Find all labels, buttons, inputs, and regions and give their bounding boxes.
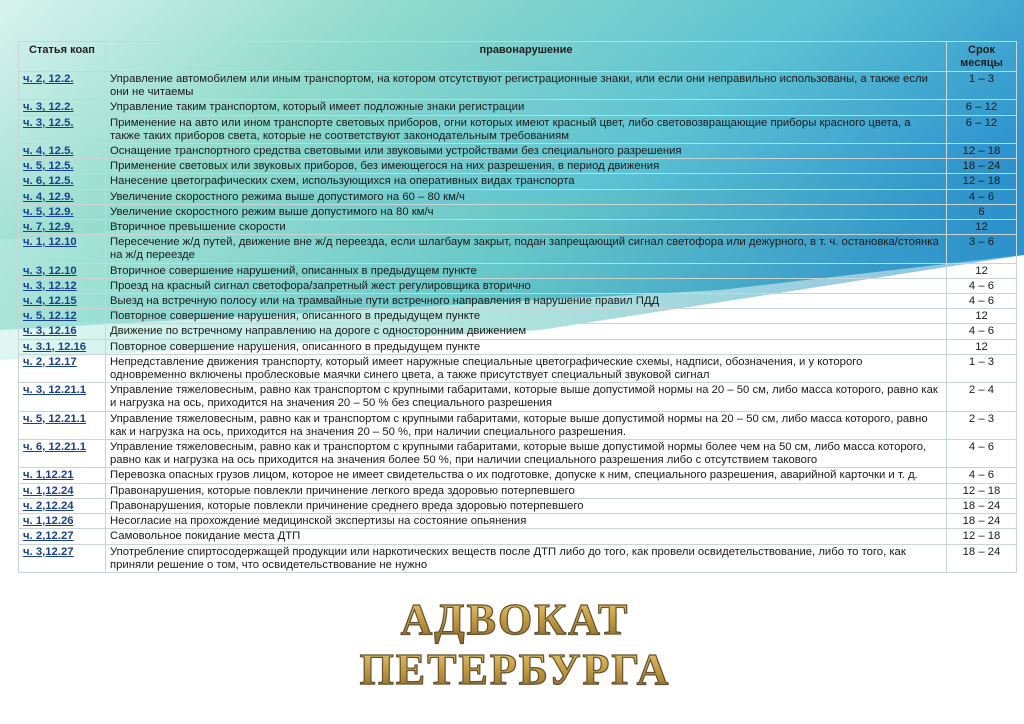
offense-text: Вторичное совершение нарушений, описанных в предыдущем пункте: [106, 263, 947, 278]
article-link[interactable]: ч. 5, 12.12: [19, 309, 106, 324]
term-value: 18 – 24: [947, 544, 1017, 572]
article-link[interactable]: ч. 3, 12.5.: [19, 115, 106, 143]
table-row: [19, 100, 1017, 115]
table-row: [19, 204, 1017, 219]
table-row: [19, 468, 1017, 483]
term-value: 6 – 12: [947, 115, 1017, 143]
article-link[interactable]: ч. 2, 12.2.: [19, 72, 106, 100]
term-value: 4 – 6: [947, 440, 1017, 468]
offense-text: Применение на авто или ином транспорте световых приборов, огни которых имеют красный цвет, либо световозвращающие приборы красного цвета, а также таких приборов света, которые не соответствуют законодательным требованиям: [106, 115, 947, 143]
table-row: [19, 324, 1017, 339]
term-value: 2 – 4: [947, 383, 1017, 411]
article-link[interactable]: ч. 4, 12.9.: [19, 189, 106, 204]
table-row: [19, 174, 1017, 189]
article-link[interactable]: ч. 6, 12.5.: [19, 174, 106, 189]
table-header-row: [19, 42, 1017, 72]
offense-text: Управление тяжеловесным, равно как и транспортом с крупными габаритами, которые выше допустимой нормы на 20 – 50 см, либо масса которого, равно как и нагрузка на ось, приходится на значения 20 – 50 %, при наличии специального разрешения.: [106, 411, 947, 439]
offense-text: Нанесение цветографических схем, использующихся на оперативных видах транспорта: [106, 174, 947, 189]
article-link[interactable]: ч. 5, 12.21.1: [19, 411, 106, 439]
term-value: 18 – 24: [947, 514, 1017, 529]
table-row: [19, 144, 1017, 159]
header-offense: правонарушение: [106, 42, 947, 72]
logo-line-1: АДВОКАТ: [400, 595, 630, 644]
table-row: [19, 115, 1017, 143]
article-link[interactable]: ч. 3.1, 12.16: [19, 339, 106, 354]
table-row: [19, 294, 1017, 309]
article-link[interactable]: ч. 1,12.26: [19, 514, 106, 529]
term-value: 3 – 6: [947, 235, 1017, 263]
term-value: 4 – 6: [947, 468, 1017, 483]
term-value: 12: [947, 220, 1017, 235]
offense-text: Оснащение транспортного средства световыми или звуковыми устройствами без специального разрешения: [106, 144, 947, 159]
term-value: 6: [947, 204, 1017, 219]
offense-text: Увеличение скоростного режим выше допустимого на 80 км/ч: [106, 204, 947, 219]
term-value: 4 – 6: [947, 189, 1017, 204]
offense-text: Правонарушения, которые повлекли причинение легкого вреда здоровью потерпевшего: [106, 483, 947, 498]
table-row: [19, 159, 1017, 174]
term-value: 18 – 24: [947, 498, 1017, 513]
table-row: [19, 72, 1017, 100]
table-row: [19, 354, 1017, 382]
table-row: [19, 483, 1017, 498]
table-row: [19, 220, 1017, 235]
offense-text: Выезд на встречную полосу или на трамвайные пути встречного направления в нарушение правил ПДД: [106, 294, 947, 309]
offense-table-wrapper: [18, 41, 1017, 573]
table-row: [19, 278, 1017, 293]
article-link[interactable]: ч. 1,12.21: [19, 468, 106, 483]
offense-text: Увеличение скоростного режима выше допустимого на 60 – 80 км/ч: [106, 189, 947, 204]
offense-text: Вторичное превышение скорости: [106, 220, 947, 235]
offense-text: Пересечение ж/д путей, движение вне ж/д переезда, если шлагбаум закрыт, подан запрещающий сигнал светофора или дежурного, в т. ч. остановка/стоянка на ж/д переезде: [106, 235, 947, 263]
article-link[interactable]: ч. 1,12.24: [19, 483, 106, 498]
term-value: 4 – 6: [947, 324, 1017, 339]
term-value: 1 – 3: [947, 354, 1017, 382]
term-value: 12 – 18: [947, 529, 1017, 544]
offense-text: Несогласие на прохождение медицинской экспертизы на состояние опьянения: [106, 514, 947, 529]
offense-table: [18, 41, 1017, 573]
article-link[interactable]: ч. 3, 12.10: [19, 263, 106, 278]
article-link[interactable]: ч. 2,12.27: [19, 529, 106, 544]
term-value: 2 – 3: [947, 411, 1017, 439]
term-value: 12: [947, 339, 1017, 354]
offense-text: Повторное совершение нарушения, описанного в предыдущем пункте: [106, 309, 947, 324]
term-value: 1 – 3: [947, 72, 1017, 100]
term-value: 4 – 6: [947, 294, 1017, 309]
table-row: [19, 383, 1017, 411]
term-value: 4 – 6: [947, 278, 1017, 293]
offense-text: Непредставление движения транспорту, который имеет наружные специальные цветографические схемы, надписи, обозначения, и у которого одновременно включены проблесковые маячки синего цвета, а также присутствует специальный звуковой сигнал: [106, 354, 947, 382]
article-link[interactable]: ч. 7, 12.9.: [19, 220, 106, 235]
offense-text: Перевозка опасных грузов лицом, которое не имеет свидетельства о их подготовке, допуске к ним, специального разрешения, аварийной карточки и т. д.: [106, 468, 947, 483]
offense-text: Употребление спиртосодержащей продукции или наркотических веществ после ДТП либо до того, как провели освидетельствование, либо то того, как приняли решение о том, что освидетельствование не нужно: [106, 544, 947, 572]
article-link[interactable]: ч. 2,12.24: [19, 498, 106, 513]
article-link[interactable]: ч. 6, 12.21.1: [19, 440, 106, 468]
table-row: [19, 263, 1017, 278]
article-link[interactable]: ч. 3, 12.16: [19, 324, 106, 339]
offense-text: Управление таким транспортом, который имеет подложные знаки регистрации: [106, 100, 947, 115]
term-value: 12 – 18: [947, 174, 1017, 189]
term-value: 6 – 12: [947, 100, 1017, 115]
offense-text: Движение по встречному направлению на дороге с односторонним движением: [106, 324, 947, 339]
table-row: [19, 189, 1017, 204]
logo-line-2: ПЕТЕРБУРГА: [359, 645, 671, 692]
table-row: [19, 411, 1017, 439]
header-term: Срок месяцы: [947, 42, 1017, 72]
table-row: [19, 529, 1017, 544]
table-row: [19, 339, 1017, 354]
offense-text: Применение световых или звуковых приборов, без имеющегося на них разрешения, в период движения: [106, 159, 947, 174]
article-link[interactable]: ч. 2, 12.17: [19, 354, 106, 382]
header-article: Статья коап: [19, 42, 106, 72]
article-link[interactable]: ч. 1, 12.10: [19, 235, 106, 263]
article-link[interactable]: ч. 5, 12.9.: [19, 204, 106, 219]
article-link[interactable]: ч. 4, 12.5.: [19, 144, 106, 159]
table-row: [19, 498, 1017, 513]
offense-text: Управление автомобилем или иным транспортом, на котором отсутствуют регистрационные знаки, или если они неправильно использованы, а также если они не читаемы: [106, 72, 947, 100]
table-row: [19, 309, 1017, 324]
term-value: 12 – 18: [947, 483, 1017, 498]
offense-text: Повторное совершение нарушения, описанного в предыдущем пункте: [106, 339, 947, 354]
term-value: 12 – 18: [947, 144, 1017, 159]
article-link[interactable]: ч. 3, 12.2.: [19, 100, 106, 115]
article-link[interactable]: ч. 4, 12.15: [19, 294, 106, 309]
offense-text: Управление тяжеловесным, равно как транспортом с крупными габаритами, которые выше допустимой нормы на 20 – 50 см, либо масса которого, равно как и нагрузка на ось, приходится на значения 20 – 50 % без специального разрешения: [106, 383, 947, 411]
offense-text: Самовольное покидание места ДТП: [106, 529, 947, 544]
offense-text: Проезд на красный сигнал светофора/запретный жест регулировщика вторично: [106, 278, 947, 293]
article-link[interactable]: ч. 3, 12.21.1: [19, 383, 106, 411]
table-row: [19, 544, 1017, 572]
term-value: 12: [947, 309, 1017, 324]
article-link[interactable]: ч. 3, 12.12: [19, 278, 106, 293]
term-value: 12: [947, 263, 1017, 278]
table-row: [19, 514, 1017, 529]
offense-text: Правонарушения, которые повлекли причинение среднего вреда здоровью потерпевшего: [106, 498, 947, 513]
table-row: [19, 440, 1017, 468]
table-row: [19, 235, 1017, 263]
term-value: 18 – 24: [947, 159, 1017, 174]
offense-text: Управление тяжеловесным, равно как и транспортом с крупными габаритами, которые выше допустимой нормы более чем на 50 см, либо масса которого, равно как и нагрузка на ось приходится на значения более 50 %, при наличии специального разрешения либо с отсутствием такового: [106, 440, 947, 468]
article-link[interactable]: ч. 3,12.27: [19, 544, 106, 572]
article-link[interactable]: ч. 5, 12.5.: [19, 159, 106, 174]
